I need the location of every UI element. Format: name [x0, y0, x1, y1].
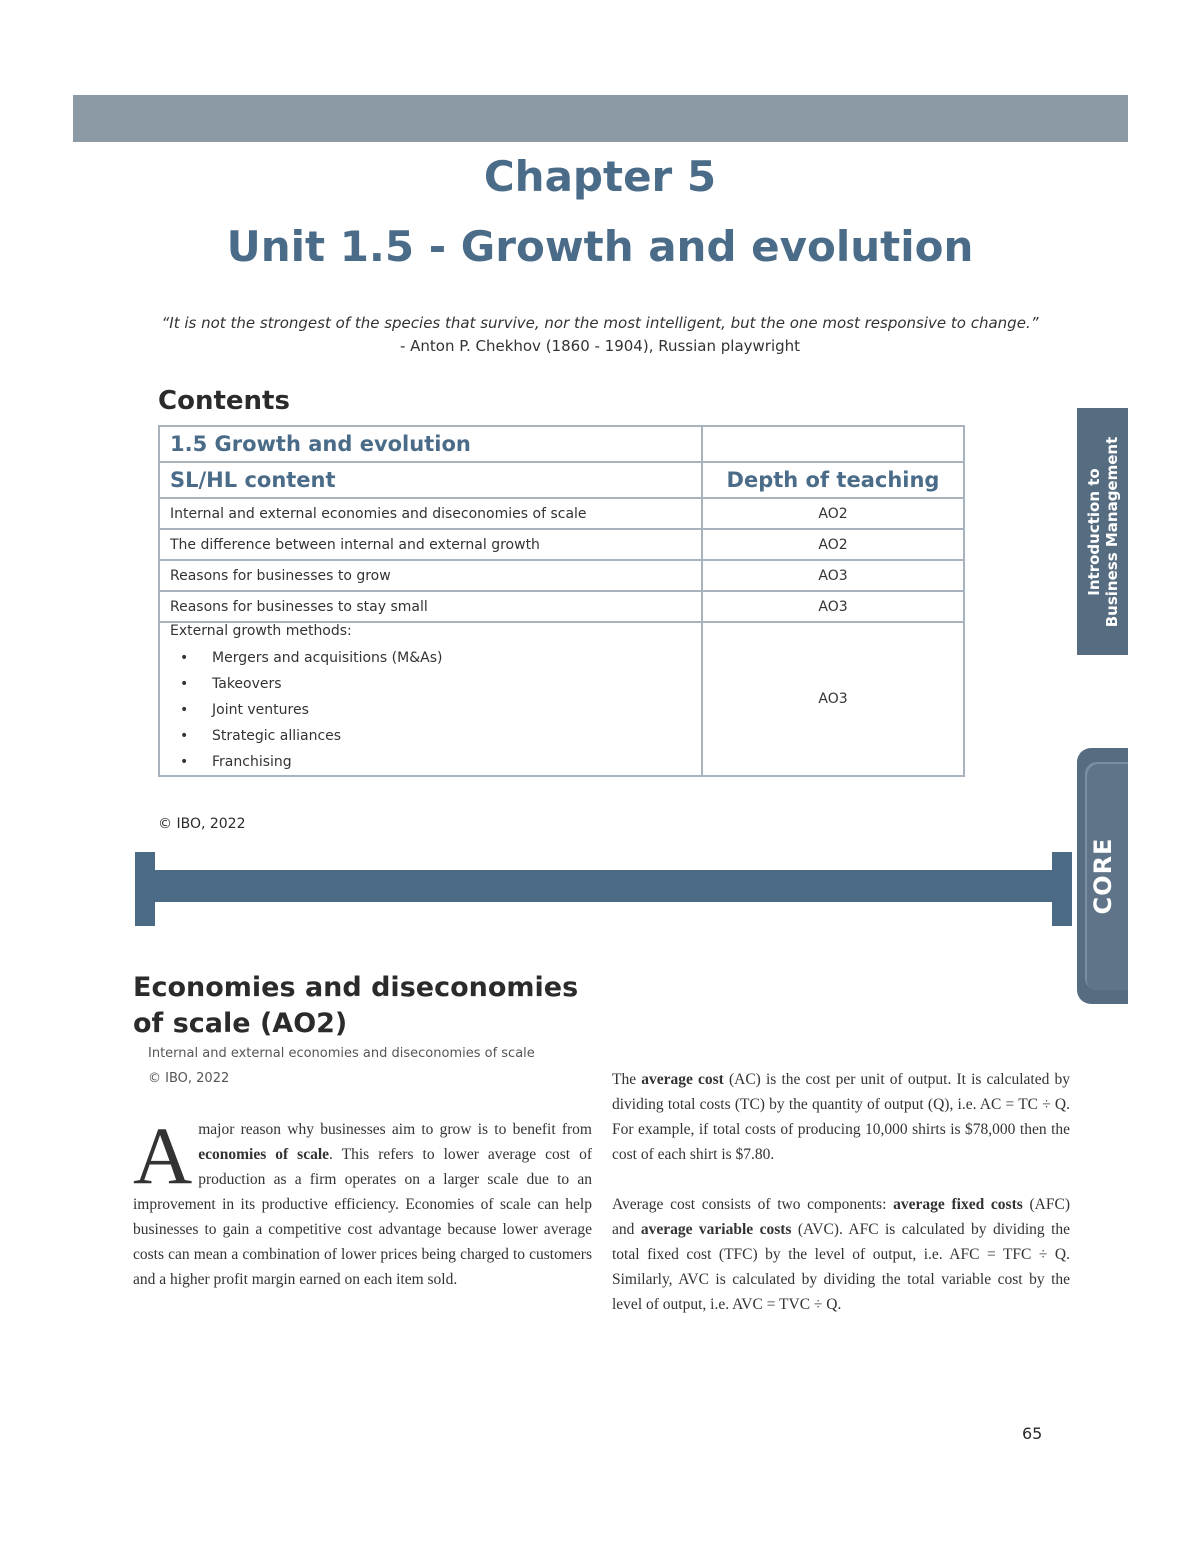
list-item: • Takeovers — [190, 671, 691, 697]
side-tab-core-label: CORE — [1088, 837, 1117, 915]
column-header-content: SL/HL content — [159, 462, 702, 498]
row-depth: AO3 — [702, 591, 964, 622]
table-title: 1.5 Growth and evolution — [159, 426, 702, 462]
unit-title: Unit 1.5 - Growth and evolution — [226, 222, 974, 271]
row-content-label: External growth methods: — [170, 623, 352, 639]
side-tab-line2: Business Management — [1102, 436, 1121, 627]
key-term: average cost — [641, 1071, 724, 1088]
page-number: 65 — [1022, 1424, 1043, 1443]
text-run: . This refers to lower average cost of production as a firm operates on a larger scale due to an improvement in its productive efficiency. Economies of scale can help businesses to gain a competitive cost advantage because lower average costs can mean a combination of lower prices being charged to customers and a higher profit margin earned on each item sold. — [133, 1146, 592, 1288]
table-title-empty — [702, 426, 964, 462]
text-run: major reason why businesses aim to grow is to benefit from — [198, 1121, 592, 1138]
list-item: • Strategic alliances — [190, 723, 691, 749]
list-item: • Mergers and acquisitions (M&As) — [190, 645, 691, 671]
list-item: • Franchising — [190, 749, 691, 775]
row-content: Internal and external economies and diseconomies of scale — [159, 498, 702, 529]
section-divider — [135, 870, 1071, 902]
side-tab-intro — [1077, 408, 1128, 655]
row-content-external-growth — [159, 622, 702, 776]
side-tab-line1: Introduction to — [1084, 467, 1103, 596]
paragraph — [133, 1110, 592, 1292]
section-divider-right-cap — [1052, 852, 1072, 926]
text-run: (AC) is the cost per unit of output. It is calculated by dividing total costs (TC) by the quantity of output (Q), i.e. AC = TC ÷ Q. For example, if total costs of producing 10,000 shirts is $78,000 then the cost of each shirt is $7.80. — [612, 1071, 1070, 1163]
contents-heading: Contents — [158, 386, 290, 416]
table-row — [159, 560, 964, 591]
side-tab-core — [1077, 748, 1128, 1004]
body-column-left — [133, 1110, 592, 1317]
external-growth-list — [170, 645, 691, 775]
row-depth: AO3 — [702, 622, 964, 776]
contents-table — [158, 425, 965, 777]
quote-text: “It is not the strongest of the species that survive, nor the most intelligent, but the one most responsive to change.” — [161, 314, 1039, 332]
column-header-depth: Depth of teaching — [702, 462, 964, 498]
table-row — [159, 498, 964, 529]
row-content: The difference between internal and external growth — [159, 529, 702, 560]
key-term: average variable costs — [640, 1221, 792, 1238]
text-run: (AFC) and — [612, 1196, 1070, 1238]
row-depth: AO2 — [702, 529, 964, 560]
list-item: • Joint ventures — [190, 697, 691, 723]
text-run: Average cost consists of two components: — [612, 1196, 894, 1213]
paragraph — [612, 1192, 1070, 1317]
chapter-number: Chapter 5 — [483, 152, 717, 201]
section-copyright-note: © IBO, 2022 — [148, 1071, 230, 1086]
paragraph — [612, 1067, 1070, 1167]
table-row — [159, 591, 964, 622]
copyright-note: © IBO, 2022 — [158, 816, 246, 832]
row-content: Reasons for businesses to grow — [159, 560, 702, 591]
drop-cap: A — [133, 1110, 193, 1201]
section-heading: Economies and diseconomies of scale (AO2) — [133, 972, 579, 1039]
body-column-right — [612, 1067, 1070, 1342]
side-tab-intro-label — [1085, 436, 1121, 627]
text-run: The — [612, 1071, 642, 1088]
key-term: average fixed costs — [893, 1196, 1023, 1213]
row-depth: AO3 — [702, 560, 964, 591]
header-bar — [73, 95, 1128, 142]
text-run: (AVC). AFC is calculated by dividing the total fixed cost (TFC) by the level of output, i.e. AFC = TFC ÷ Q. Similarly, AVC is calculated by dividing the total variable cost by the level of output, i.e. AVC = TVC ÷ Q. — [612, 1221, 1070, 1313]
key-term: economies of scale — [198, 1146, 330, 1163]
row-content: Reasons for businesses to stay small — [159, 591, 702, 622]
section-divider-left-cap — [135, 852, 155, 926]
row-depth: AO2 — [702, 498, 964, 529]
section-syllabus-note: Internal and external economies and diseconomies of scale — [148, 1046, 535, 1061]
table-row — [159, 622, 964, 776]
quote-author: - Anton P. Chekhov (1860 - 1904), Russian playwright — [399, 337, 801, 355]
table-row — [159, 529, 964, 560]
